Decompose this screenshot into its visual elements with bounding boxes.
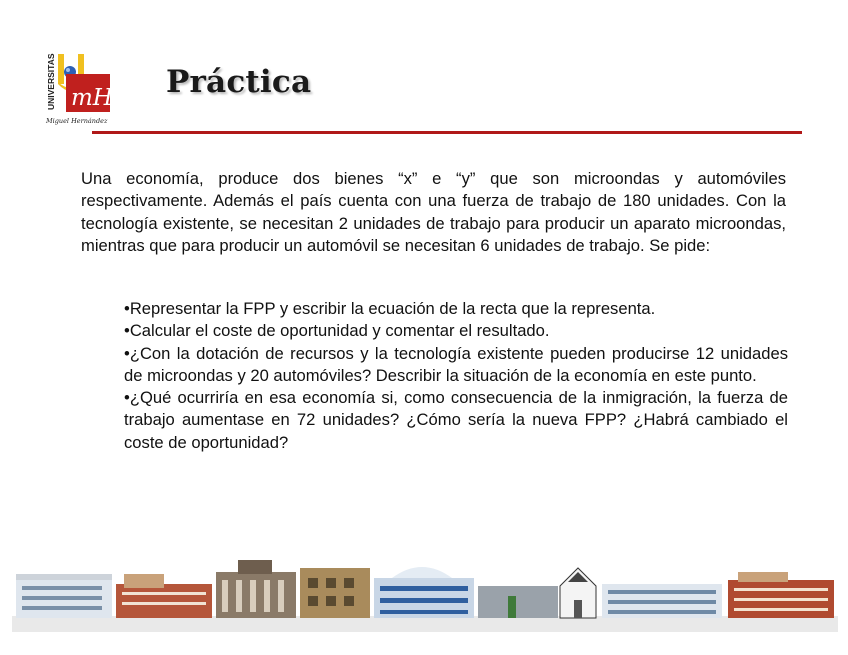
- question-item: • Calcular el coste de oportunidad y comentar el resultado.: [124, 320, 788, 342]
- campus-buildings-banner: [12, 556, 838, 632]
- question-list: [124, 298, 788, 454]
- logo-monogram: mH: [71, 85, 113, 111]
- title-divider: [92, 131, 802, 134]
- logo-caption: Miguel Hernández: [46, 117, 108, 125]
- university-logo: [44, 48, 116, 126]
- question-item: • Representar la FPP y escribir la ecuación de la recta que la representa.: [124, 298, 788, 320]
- page-title: Práctica: [166, 64, 312, 100]
- question-item: • ¿Con la dotación de recursos y la tecnología existente pueden producirse 12 unidades de microondas y 20 automóviles? Describir la situación de la economía en este punto.: [124, 343, 788, 388]
- logo-vertical-text: UNIVERSITAS: [46, 53, 56, 110]
- problem-statement: Una economía, produce dos bienes “x” e “y” que son microondas y automóviles respectivamente. Además el país cuenta con una fuerza de trabajo de 180 unidades. Con la tecnología existente, se necesitan 2 unidades de trabajo para producir un aparato microondas, mientras que para producir un automóvil se necesitan 6 unidades de trabajo. Se pide:: [81, 169, 786, 255]
- question-item: • ¿Qué ocurriría en esa economía si, como consecuencia de la inmigración, la fuerza de trabajo aumentase en 72 unidades? ¿Cómo sería la nueva FPP? ¿Habrá cambiado el coste de oportunidad?: [124, 387, 788, 454]
